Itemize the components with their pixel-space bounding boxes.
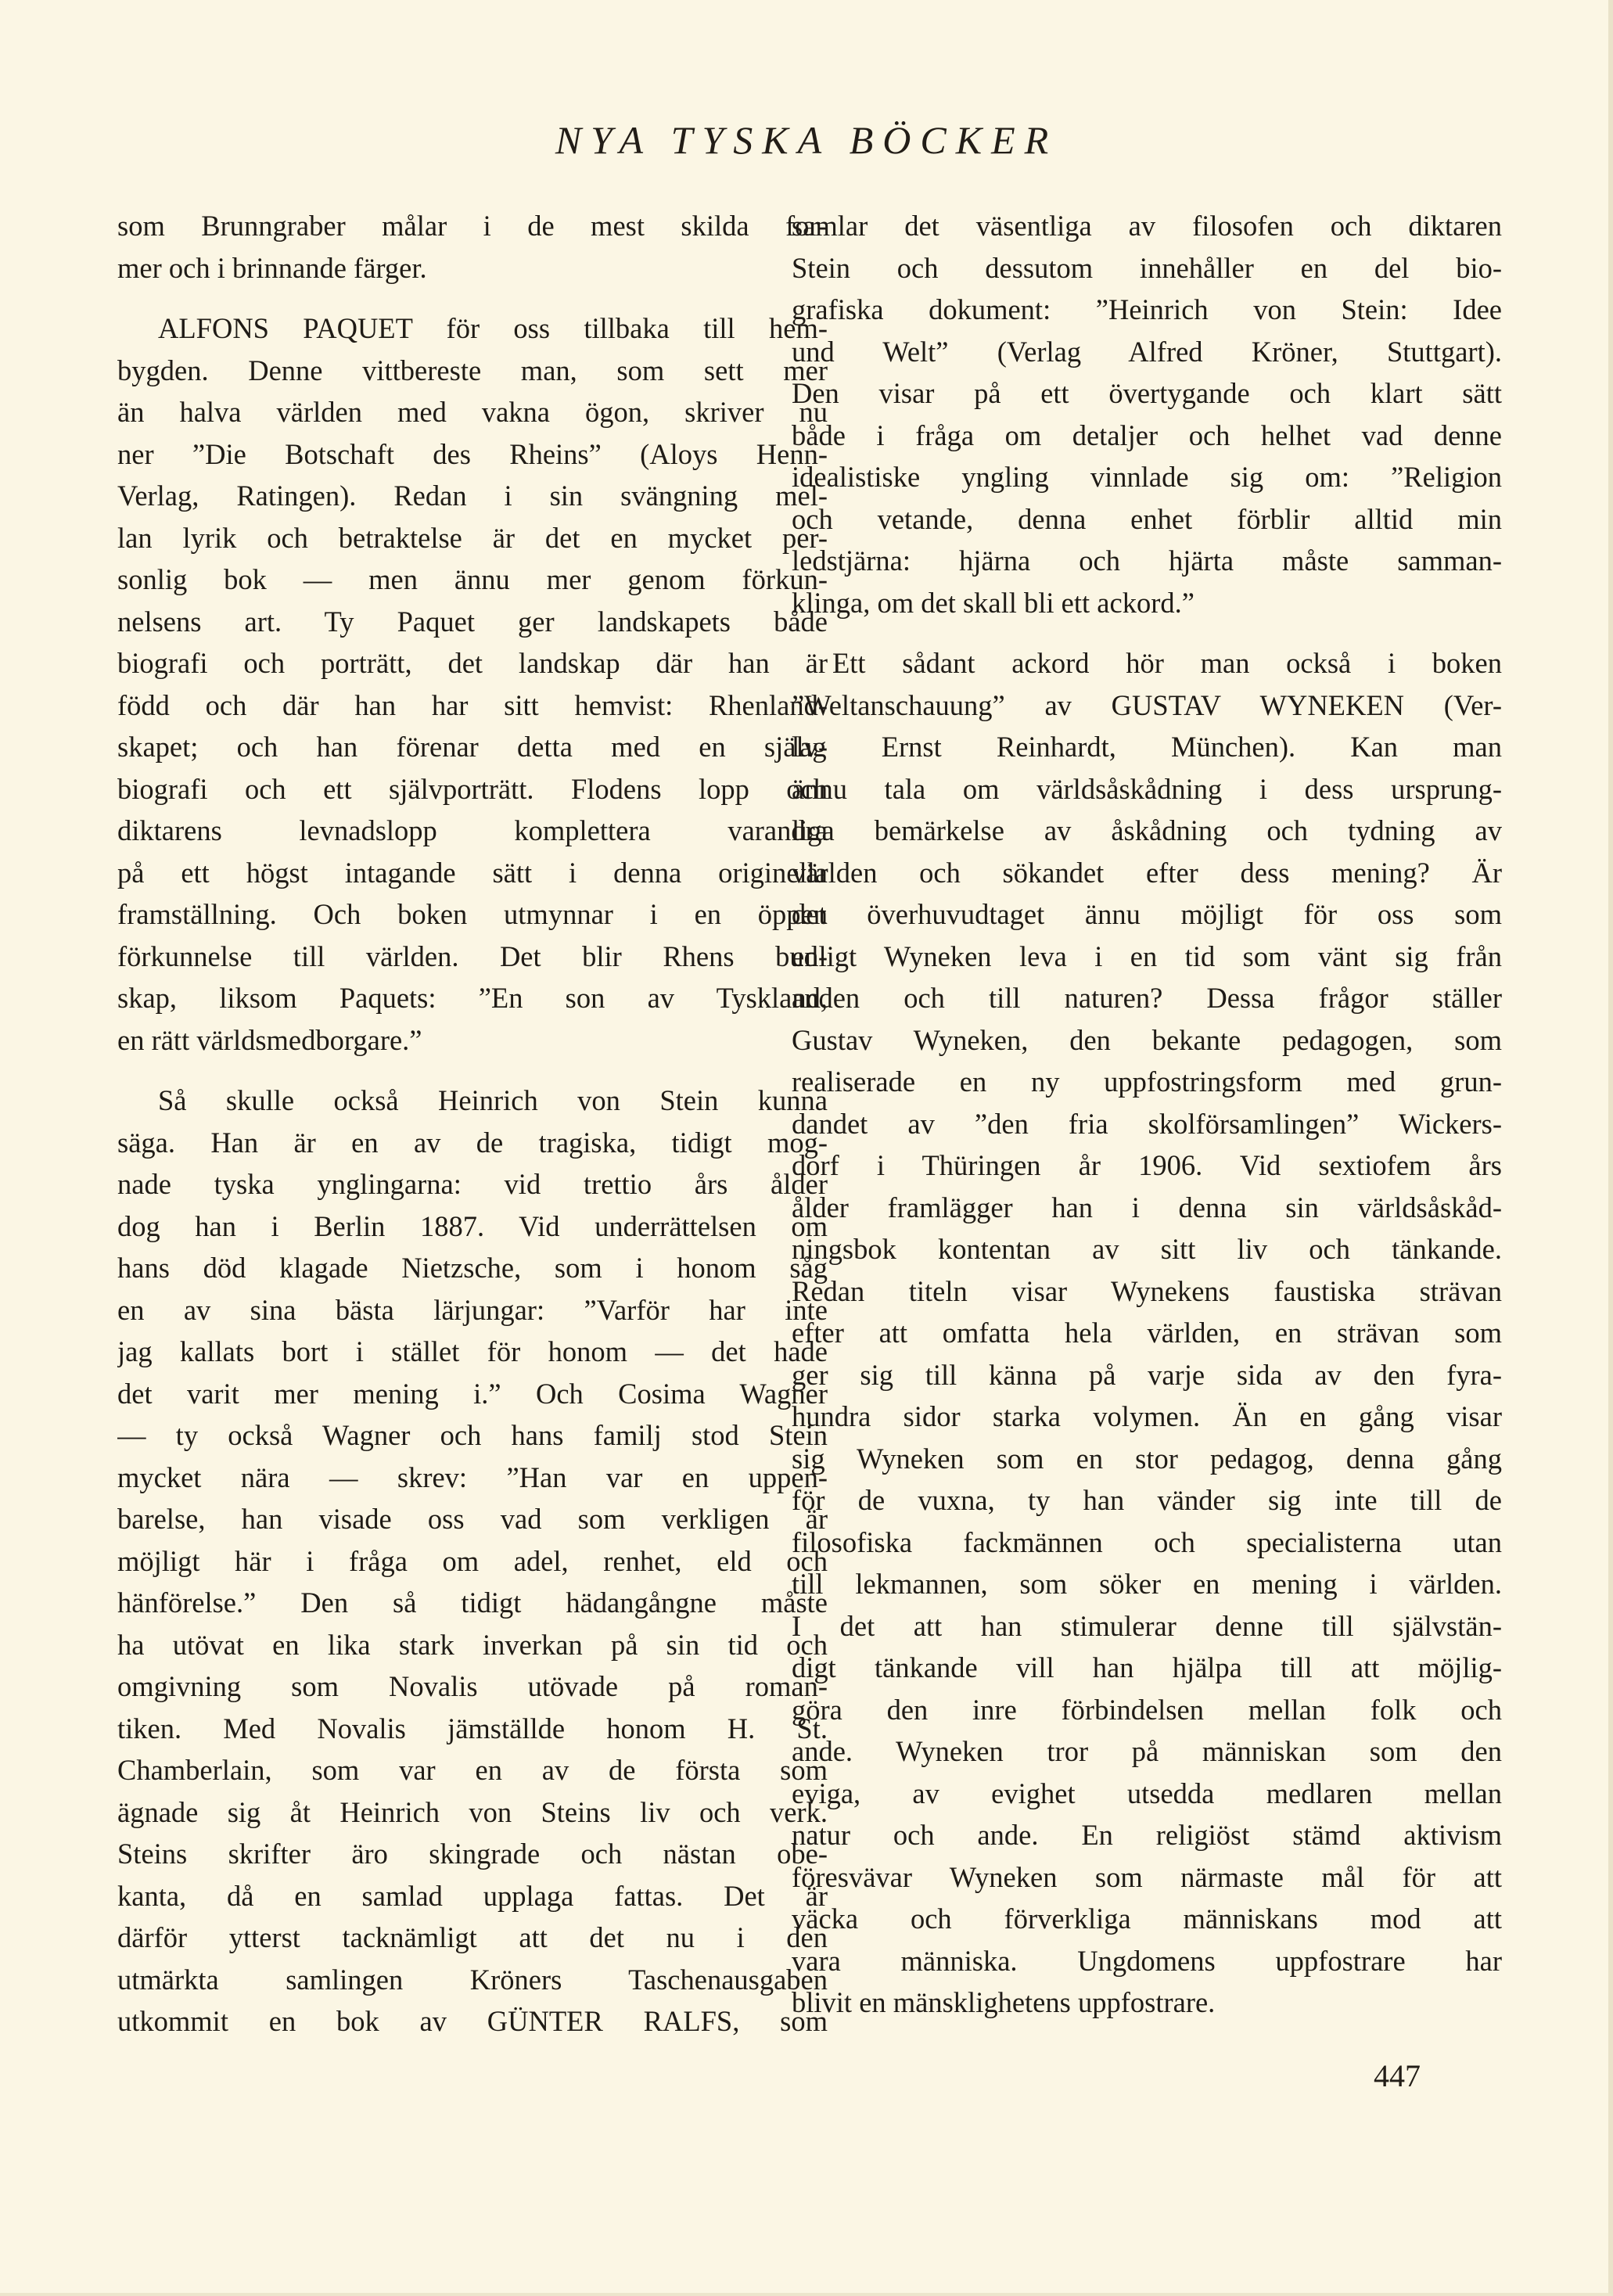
text-line: lag Ernst Reinhardt, München). Kan man	[792, 731, 1502, 763]
text-line: skapet; och han förenar detta med en själv-	[117, 731, 828, 763]
text-line: ännu tala om världsåskådning i dess ursprung-	[792, 772, 1502, 805]
text-line: världen och sökandet efter dess mening? Är	[792, 856, 1502, 889]
text-line: lan lyrik och betraktelse är det en mycket per-	[117, 521, 828, 554]
text-line: förkunnelse till världen. Det blir Rhens bud-	[117, 940, 828, 972]
text-line: på ett högst intagande sätt i denna originella	[117, 856, 828, 889]
text-line: ha utövat en lika stark inverkan på sin tid och	[117, 1628, 828, 1661]
text-line: natur och ande. En religiöst stämd aktivism	[792, 1819, 1502, 1851]
text-line: utkommit en bok av GÜNTER RALFS, som	[117, 2005, 828, 2037]
text-line: skap, liksom Paquets: ”En son av Tyskland,	[117, 982, 828, 1014]
text-line: grafiska dokument: ”Heinrich von Stein: Idee	[792, 293, 1502, 325]
text-line: en rätt världsmedborgare.”	[117, 1023, 422, 1056]
text-line: mycket nära — skrev: ”Han var en uppen-	[117, 1461, 828, 1493]
text-line: både i fråga om detaljer och helhet vad denne	[792, 419, 1502, 451]
text-line: mer och i brinnande färger.	[117, 251, 427, 284]
text-line: idealistiske yngling vinnlade sig om: ”Religion	[792, 461, 1502, 493]
text-line: efter att omfatta hela världen, en strävan som	[792, 1317, 1502, 1349]
page-number: 447	[1374, 2058, 1421, 2093]
paragraph	[792, 642, 1502, 2024]
text-line: Gustav Wyneken, den bekante pedagogen, som	[792, 1023, 1502, 1056]
text-line: biografi och porträtt, det landskap där han är	[117, 647, 828, 679]
text-line: framställning. Och boken utmynnar i en öppen	[117, 898, 828, 930]
text-line: än halva världen med vakna ögon, skriver nu	[117, 396, 828, 428]
text-line: sig Wyneken som en stor pedagog, denna gång	[792, 1442, 1502, 1475]
text-line: barelse, han visade oss vad som verkligen är	[117, 1503, 828, 1535]
text-line: nelsens art. Ty Paquet ger landskapets både	[117, 605, 828, 638]
text-line: Så skulle också Heinrich von Stein kunna	[158, 1084, 828, 1116]
text-line: ägnade sig åt Heinrich von Steins liv och verk.	[117, 1795, 828, 1828]
text-line: det överhuvudtaget ännu möjligt för oss som	[792, 898, 1502, 930]
text-line: Steins skrifter äro skingrade och nästan obe-	[117, 1838, 828, 1870]
text-line: ALFONS PAQUET för oss tillbaka till hem-	[158, 312, 828, 344]
text-line: det varit mer mening i.” Och Cosima Wagner	[117, 1377, 828, 1410]
text-line: ledstjärna: hjärna och hjärta måste samman-	[792, 544, 1502, 577]
text-line: ålder framlägger han i denna sin världsåskåd-	[792, 1191, 1502, 1223]
text-line: und Welt” (Verlag Alfred Kröner, Stuttgart).	[792, 335, 1502, 368]
left-column	[117, 205, 828, 2043]
text-line: en av sina bästa lärjungar: ”Varför har inte	[117, 1293, 828, 1326]
text-line: Chamberlain, som var en av de första som	[117, 1754, 828, 1786]
text-line: Den visar på ett övertygande och klart sätt	[792, 377, 1502, 409]
text-line: ger sig till känna på varje sida av den fyra-	[792, 1358, 1502, 1391]
text-line: jag kallats bort i stället för honom — det hade	[117, 1335, 828, 1367]
text-line: utmärkta samlingen Kröners Taschenausgaben	[117, 1963, 828, 1996]
text-line: realiserade en ny uppfostringsform med grun-	[792, 1065, 1502, 1098]
text-line: I det att han stimulerar denne till självstän-	[792, 1609, 1502, 1642]
text-line: ande. Wyneken tror på människan som den	[792, 1735, 1502, 1767]
paragraph	[117, 205, 828, 289]
text-line: föresvävar Wyneken som närmaste mål för att	[792, 1860, 1502, 1893]
text-line: ”Weltanschauung” av GUSTAV WYNEKEN (Ver-	[792, 688, 1502, 721]
text-line: omgivning som Novalis utövade på roman-	[117, 1670, 828, 1702]
text-line: kanta, då en samlad upplaga fattas. Det är	[117, 1879, 828, 1912]
text-line: digt tänkande vill han hjälpa till att möjlig-	[792, 1651, 1502, 1683]
text-line: ningsbok kontentan av sitt liv och tänkande.	[792, 1233, 1502, 1265]
paragraph	[117, 1080, 828, 2043]
paragraph	[117, 307, 828, 1061]
text-line: vara människa. Ungdomens uppfostrare har	[792, 1944, 1502, 1977]
text-line: född och där han har sitt hemvist: Rhenland-	[117, 688, 828, 721]
text-line: göra den inre förbindelsen mellan folk och	[792, 1693, 1502, 1726]
text-line: anden och till naturen? Dessa frågor ställer	[792, 982, 1502, 1014]
text-line: dandet av ”den fria skolförsamlingen” Wickers-	[792, 1107, 1502, 1140]
text-line: dorf i Thüringen år 1906. Vid sextiofem års	[792, 1149, 1502, 1181]
text-line: — ty också Wagner och hans familj stod Stein	[117, 1419, 828, 1451]
text-line: som Brunngraber målar i de mest skilda for-	[117, 210, 828, 242]
text-line: klinga, om det skall bli ett ackord.”	[792, 586, 1194, 619]
text-line: samlar det väsentliga av filosofen och diktaren	[792, 210, 1502, 242]
text-line: och vetande, denna enhet förblir alltid min	[792, 502, 1502, 535]
text-line: eviga, av evighet utsedda medlaren mellan	[792, 1777, 1502, 1809]
running-title: NYA TYSKA BÖCKER	[555, 118, 1058, 162]
text-line: säga. Han är en av de tragiska, tidigt mog-	[117, 1126, 828, 1159]
text-line: sonlig bok — men ännu mer genom förkun-	[117, 563, 828, 595]
text-line: Ett sådant ackord hör man också i boken	[832, 647, 1502, 679]
text-line: Stein och dessutom innehåller en del bio-	[792, 251, 1502, 284]
text-line: hänförelse.” Den så tidigt hädangångne måste	[117, 1586, 828, 1619]
text-line: hundra sidor starka volymen. Än en gång visar	[792, 1400, 1502, 1432]
text-line: diktarens levnadslopp komplettera varandra	[117, 814, 828, 846]
text-line: hans död klagade Nietzsche, som i honom såg	[117, 1252, 828, 1284]
text-line: bygden. Denne vittbereste man, som sett mer	[117, 354, 828, 386]
text-line: för de vuxna, ty han vänder sig inte till de	[792, 1484, 1502, 1516]
paragraph	[792, 205, 1502, 623]
text-line: dog han i Berlin 1887. Vid underrättelsen om	[117, 1209, 828, 1242]
text-line: därför ytterst tacknämligt att det nu i den	[117, 1921, 828, 1953]
text-line: Verlag, Ratingen). Redan i sin svängning mel-	[117, 480, 828, 512]
text-line: nade tyska ynglingarna: vid trettio års ålder	[117, 1168, 828, 1200]
text-line: ner ”Die Botschaft des Rheins” (Aloys Henn-	[117, 437, 828, 470]
text-line: blivit en mänsklighetens uppfostrare.	[792, 1986, 1216, 2018]
text-line: möjligt här i fråga om adel, renhet, eld och	[117, 1544, 828, 1577]
text-line: tiken. Med Novalis jämställde honom H. St.	[117, 1712, 828, 1744]
right-column	[792, 205, 1502, 2024]
text-line: enligt Wyneken leva i en tid som vänt sig från	[792, 940, 1502, 972]
text-line: filosofiska fackmännen och specialisterna utan	[792, 1525, 1502, 1558]
text-line: biografi och ett självporträtt. Flodens lopp och	[117, 772, 828, 805]
text-line: väcka och förverkliga människans mod att	[792, 1903, 1502, 1935]
text-line: Redan titeln visar Wynekens faustiska strävan	[792, 1274, 1502, 1307]
text-line: till lekmannen, som söker en mening i världen.	[792, 1568, 1502, 1600]
text-line: liga bemärkelse av åskådning och tydning av	[792, 814, 1502, 846]
